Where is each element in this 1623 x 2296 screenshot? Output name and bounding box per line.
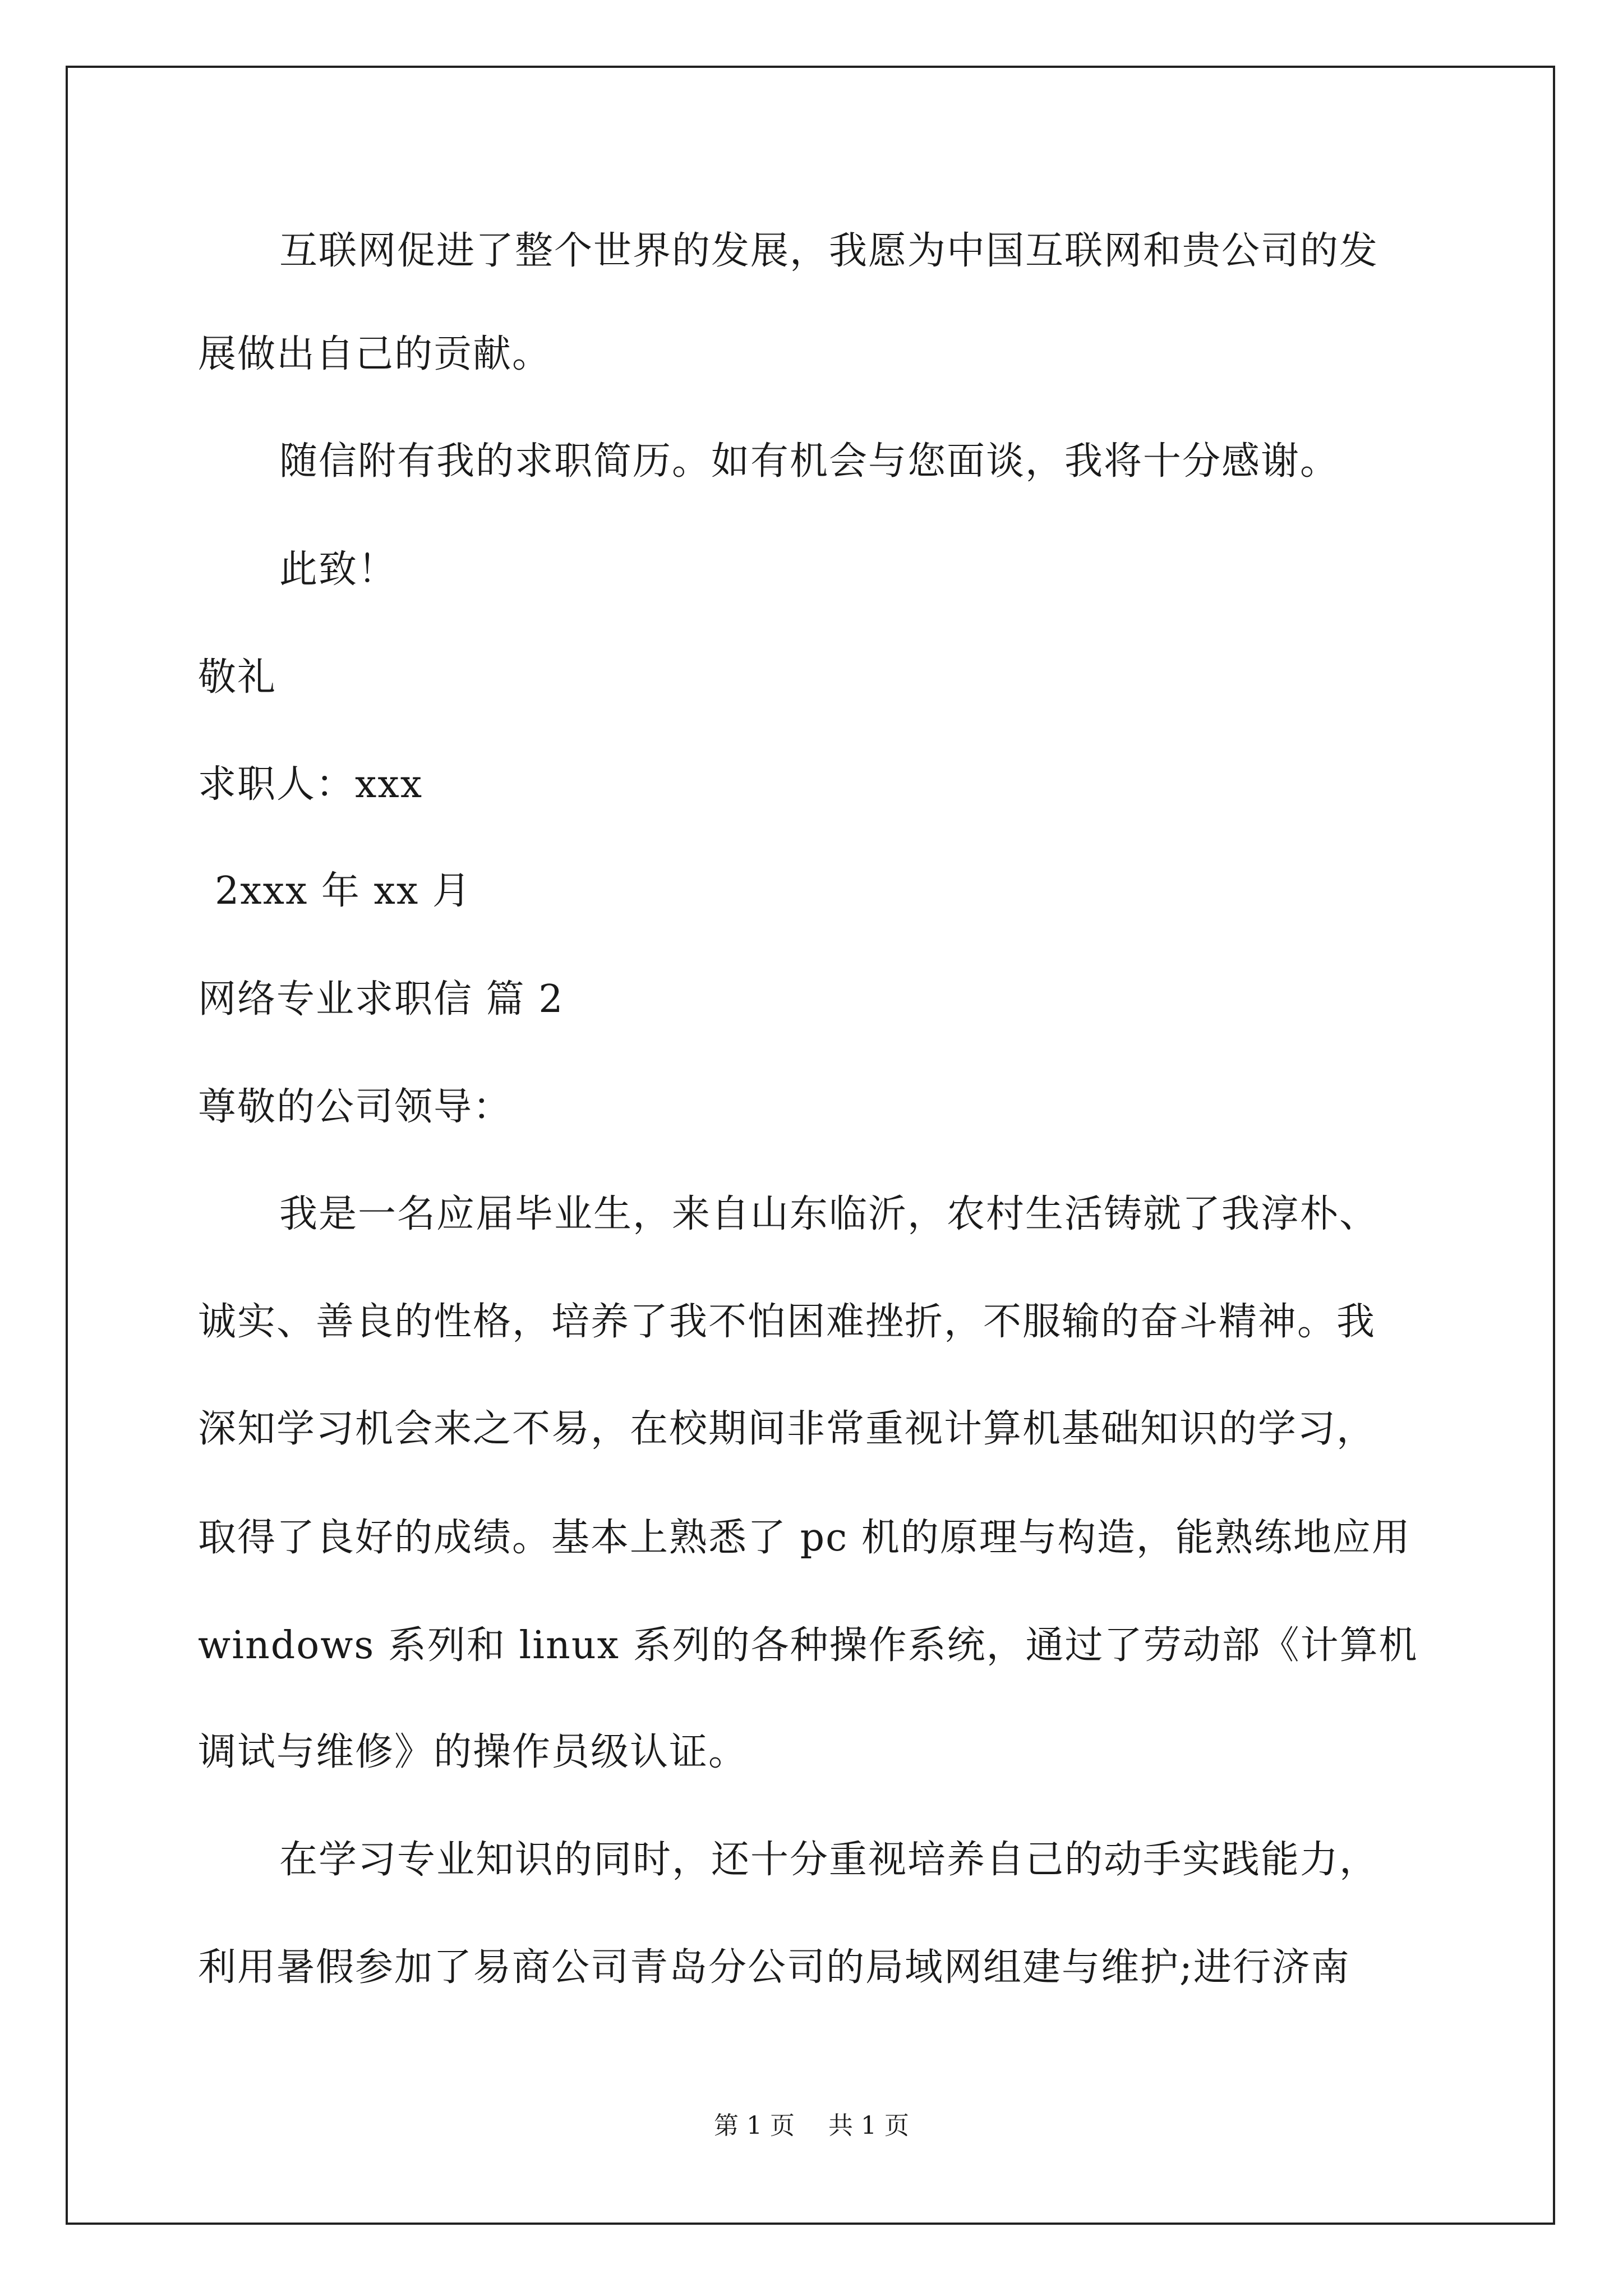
paragraph-line: 深知学习机会来之不易，在校期间非常重视计算机基础知识的学习， [198,1407,1376,1451]
paragraph-line: 取得了良好的成绩。基本上熟悉了 pc 机的原理与构造，能熟练地应用 [198,1516,1411,1560]
closing-line: 此致！ [279,547,398,592]
paragraph-line: 诚实、善良的性格，培养了我不怕困难挫折，不服输的奋斗精神。我 [198,1300,1376,1344]
paragraph-line: windows 系列和 linux 系列的各种操作系统，通过了劳动部《计算机 [198,1623,1418,1668]
paragraph-line: 调试与维修》的操作员级认证。 [198,1730,748,1774]
paragraph-line: 互联网促进了整个世界的发展，我愿为中国互联网和贵公司的发 [279,229,1379,273]
paragraph-line: 利用暑假参加了易商公司青岛分公司的局域网组建与维护;进行济南 [198,1945,1350,1990]
section-title: 网络专业求职信 篇 2 [198,977,564,1022]
paragraph-line: 展做出自己的贡献。 [198,332,552,376]
date-line: 2xxx 年 xx 月 [215,869,472,913]
total-pages: 共 1 页 [828,2111,909,2140]
salutation-line: 敬礼 [198,655,277,700]
page-number: 第 1 页 [714,2111,795,2140]
page-border [66,66,1555,2225]
paragraph-line: 在学习专业知识的同时，还十分重视培养自己的动手实践能力， [279,1838,1379,1882]
paragraph-line: 我是一名应届毕业生，来自山东临沂，农村生活铸就了我淳朴、 [279,1192,1379,1236]
page-footer [0,2109,1623,2143]
signature-line: 求职人：xxx [198,762,423,807]
paragraph-line: 随信附有我的求职简历。如有机会与您面谈，我将十分感谢。 [279,439,1340,484]
greeting-line: 尊敬的公司领导： [198,1085,513,1129]
